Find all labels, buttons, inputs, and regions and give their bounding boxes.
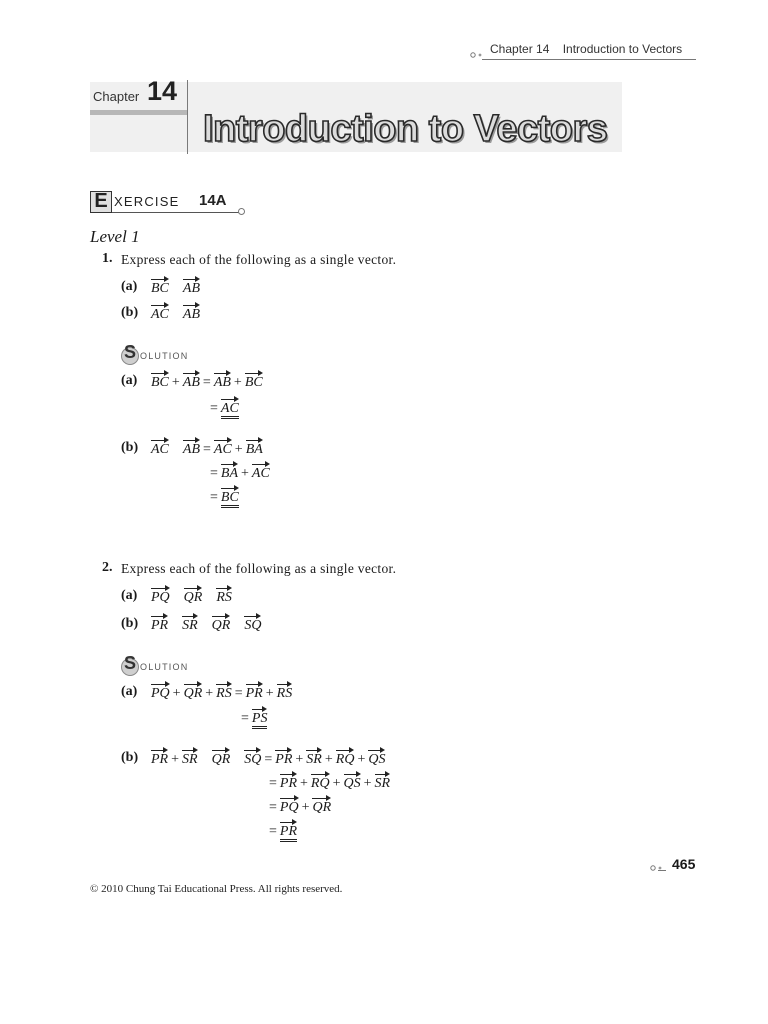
q1-text: Express each of the following as a single vector. — [121, 252, 397, 267]
vector: PR — [280, 773, 297, 792]
q2-sol-a-line2: = PS — [238, 708, 267, 729]
running-header-text — [490, 42, 682, 56]
vector: RS — [216, 683, 232, 702]
vector: AB — [183, 278, 200, 297]
chapter-banner-bar — [90, 110, 188, 115]
page-number-block — [650, 856, 700, 876]
level-heading: Level 1 — [90, 227, 140, 246]
running-header — [470, 42, 696, 64]
vector: SR — [182, 749, 198, 768]
vector: PR — [275, 749, 292, 768]
copyright-notice: © 2010 Chung Tai Educational Press. All rights reserved. — [90, 883, 343, 895]
q2-sol-b-line1: PR + SR QR SQ = PR + SR + RQ + QS — [151, 749, 385, 768]
answer-vector: PS — [252, 708, 268, 729]
page-number-rule — [658, 870, 666, 871]
q2-text: Express each of the following as a single vector. — [121, 561, 397, 576]
header-ornament-icon — [470, 52, 484, 58]
vector: PQ — [151, 587, 170, 606]
vector: BC — [245, 372, 263, 391]
solution-letter: S — [124, 342, 137, 362]
vector: SQ — [244, 749, 261, 768]
vector: RS — [216, 587, 232, 606]
vector: BC — [151, 278, 169, 297]
solution-label: OLUTION — [140, 662, 189, 672]
q1-sol-a-label: (a) — [121, 373, 138, 388]
vector: PQ — [280, 797, 299, 816]
q2-sol-b-line4: = PR — [266, 821, 297, 842]
q1-sol-b-line3: = BC — [207, 487, 239, 508]
exercise-ornament-icon — [238, 208, 245, 215]
q1-solution-badge — [121, 342, 221, 367]
q1-sol-a-line2: = AC — [207, 398, 239, 419]
vector: QS — [344, 773, 361, 792]
vector: AB — [183, 304, 200, 323]
vector: SR — [182, 615, 198, 634]
vector: AC — [214, 439, 232, 458]
q2-sol-b-line2: = PR + RQ + QS + SR — [266, 773, 390, 792]
chapter-label: Chapter — [93, 89, 140, 104]
vector: PR — [151, 749, 168, 768]
q2-a-label: (a) — [121, 588, 138, 603]
q1-sol-b-line2: = BA + AC — [207, 463, 270, 482]
q2-sol-a-label: (a) — [121, 684, 138, 699]
vector: QR — [312, 797, 331, 816]
q1-a-label: (a) — [121, 279, 138, 294]
q1-a-expression — [151, 278, 200, 297]
vector: QR — [184, 587, 203, 606]
chapter-number: 14 — [147, 76, 178, 106]
vector: QR — [184, 683, 203, 702]
vector: AB — [183, 372, 200, 391]
q1-number: 1. — [102, 251, 113, 266]
vector: AB — [183, 439, 200, 458]
q2-sol-b-label: (b) — [121, 750, 139, 765]
q1-b-expression — [151, 304, 200, 323]
solution-letter: S — [124, 653, 137, 673]
q2-sol-b-line3: = PQ + QR — [266, 797, 331, 816]
q1-sol-b-label: (b) — [121, 440, 139, 455]
vector: QR — [212, 749, 231, 768]
vector: AC — [151, 304, 169, 323]
exercise-number: 14A — [199, 192, 227, 209]
exercise-letter-box — [90, 191, 112, 213]
vector: BA — [221, 463, 238, 482]
vector: SR — [306, 749, 322, 768]
running-header-chapter: Chapter 14 — [490, 42, 550, 56]
vector: SR — [375, 773, 391, 792]
answer-vector: BC — [221, 487, 239, 508]
q2-number: 2. — [102, 560, 113, 575]
exercise-rule — [112, 212, 240, 213]
solution-label: OLUTION — [140, 351, 189, 361]
q2-a-expression — [151, 587, 232, 606]
exercise-letter: E — [94, 190, 108, 212]
vector: SQ — [244, 615, 261, 634]
q2-b-expression — [151, 615, 261, 634]
vector: PR — [246, 683, 263, 702]
running-header-title: Introduction to Vectors — [562, 42, 683, 56]
page-number: 465 — [672, 856, 696, 872]
q2-sol-a-line1: PQ + QR + RS = PR + RS — [151, 683, 292, 702]
vector: RQ — [311, 773, 330, 792]
running-header-rule — [482, 59, 696, 60]
vector: BC — [151, 372, 169, 391]
exercise-label: XERCISE — [114, 194, 180, 209]
vector: QR — [212, 615, 231, 634]
vector: PQ — [151, 683, 170, 702]
q2-solution-badge — [121, 653, 221, 678]
vector: AB — [214, 372, 231, 391]
chapter-banner-divider — [187, 80, 188, 154]
answer-vector: AC — [221, 398, 239, 419]
vector: AC — [252, 463, 270, 482]
vector: BA — [246, 439, 263, 458]
answer-vector: PR — [280, 821, 297, 842]
q1-sol-a-line1: BC + AB = AB + BC — [151, 372, 263, 391]
q1-sol-b-line1: AC AB = AC + BA — [151, 439, 263, 458]
vector: AC — [151, 439, 169, 458]
q2-b-label: (b) — [121, 616, 139, 631]
vector: RQ — [336, 749, 355, 768]
chapter-title: Introduction to Vectors — [203, 108, 608, 150]
vector: QS — [368, 749, 385, 768]
q1-b-label: (b) — [121, 305, 139, 320]
vector: PR — [151, 615, 168, 634]
vector: RS — [277, 683, 293, 702]
